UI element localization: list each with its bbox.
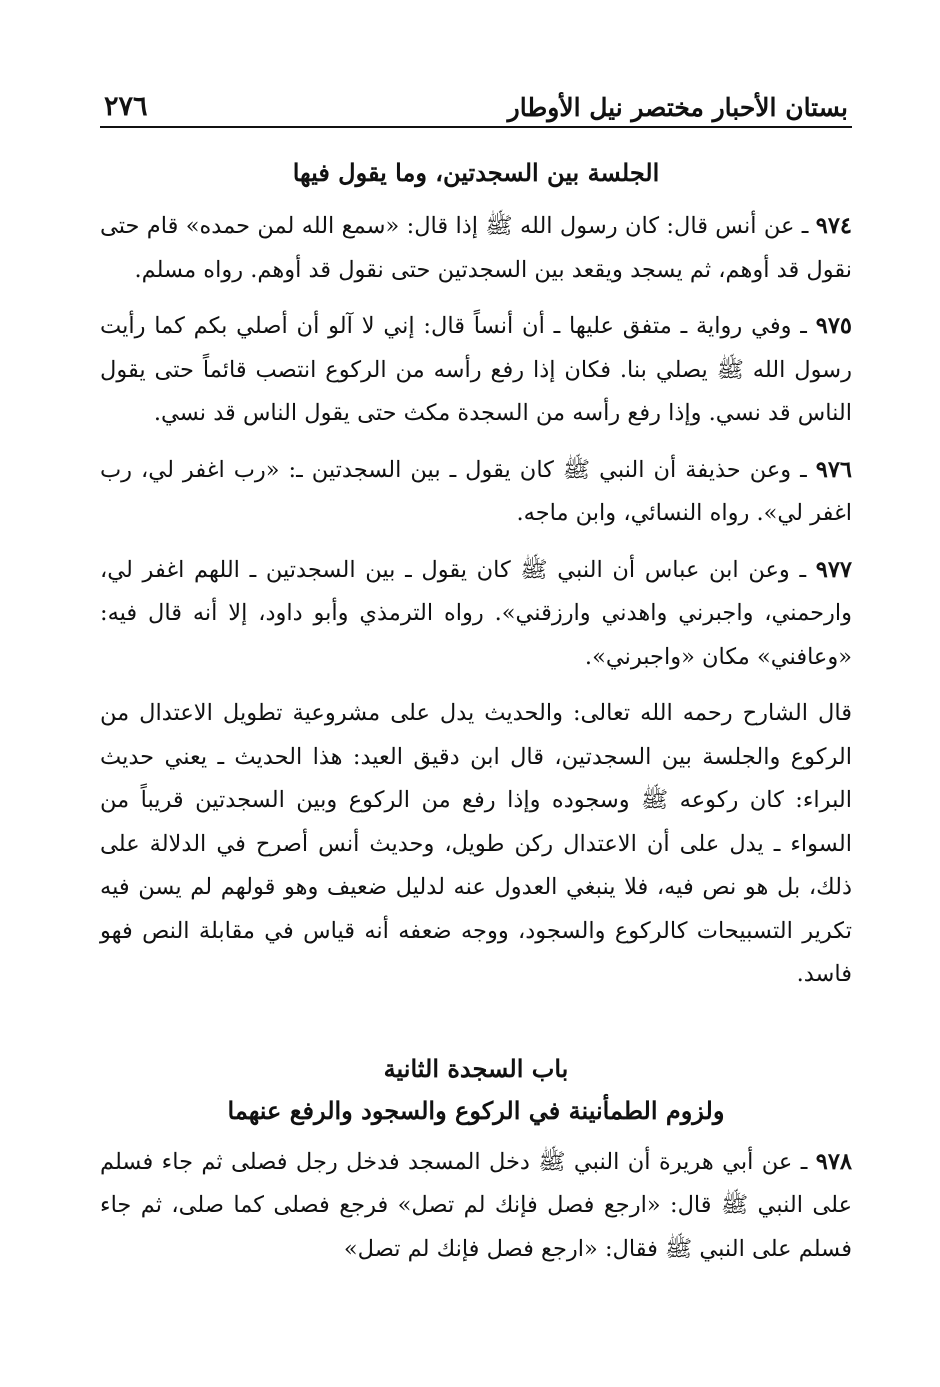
commentary-paragraph: قال الشارح رحمه الله تعالى: والحديث يدل على مشروعية تطويل الاعتدال من الركوع والجلسة بين السجدتين، قال ابن دقيق العيد: هذا الحديث ـ يعني حديث البراء: كان ركوعه ﷺ وسجوده وإذا رفع من الركوع وبين السجدتين قريباً من السواء ـ يدل على أن الاعتدال ركن طويل، وحديث أنس أصرح في الدلالة على ذلك، بل هو نص فيه، فلا ينبغي العدول عنه لدليل ضعيف وهو قولهم لم يسن فيه تكرير التسبيحات كالركوع والسجود، ووجه ضعفه أنه قياس في مقابلة النص فهو فاسد.	[100, 700, 852, 987]
hadith-976	[100, 449, 852, 536]
hadith-number: ٩٧٧	[815, 556, 853, 583]
book-page	[100, 60, 852, 1271]
hadith-text: ـ وفي رواية ـ متفق عليها ـ أن أنساً قال: إني لا آلو أن أصلي بكم كما رأيت رسول الله ﷺ يصلي بنا. فكان إذا رفع رأسه من الركوع انتصب قائماً حتى يقول الناس قد نسي. وإذا رفع رأسه من السجدة مكث حتى يقول الناس قد نسي.	[100, 313, 852, 426]
chapter-subtitle: ولزوم الطمأنينة في الركوع والسجود والرفع عنهما	[227, 1095, 725, 1125]
running-title: بستان الأحبار مختصر نيل الأوطار	[507, 93, 848, 122]
hadith-977	[100, 549, 852, 680]
hadith-text: ـ وعن حذيفة أن النبي ﷺ كان يقول ـ بين السجدتين ـ: «رب اغفر لي، رب اغفر لي». رواه النسائي، وابن ماجه.	[100, 456, 852, 526]
hadith-974	[100, 205, 852, 292]
hadith-text: ـ عن أنس قال: كان رسول الله ﷺ إذا قال: «سمع الله لمن حمده» قام حتى نقول قد أوهم، ثم يسجد ويقعد بين السجدتين حتى نقول قد أوهم. رواه مسلم.	[100, 213, 852, 283]
hadith-number: ٩٧٥	[815, 313, 852, 339]
hadith-text: ـ وعن ابن عباس أن النبي ﷺ كان يقول ـ بين السجدتين ـ اللهم اغفر لي، وارحمني، واجبرني واهدني وارزقني». رواه الترمذي وأبو داود، إلا أنه قال فيه: «وعافني» مكان «واجبرني».	[100, 556, 852, 670]
page-number: ٢٧٦	[104, 91, 148, 122]
hadith-975	[100, 305, 852, 436]
hadith-978	[100, 1141, 852, 1272]
hadith-number: ٩٧٦	[815, 456, 853, 483]
hadith-number: ٩٧٨	[815, 1148, 852, 1175]
hadith-text: ـ عن أبي هريرة أن النبي ﷺ دخل المسجد فدخل رجل فصلى ثم جاء فسلم على النبي ﷺ قال: «ارجع فصل فإنك لم تصل» فرجع فصلى كما صلى، ثم جاء فسلم على النبي ﷺ فقال: «ارجع فصل فإنك لم تصل»	[100, 1148, 852, 1262]
section-title: الجلسة بين السجدتين، وما يقول فيها	[292, 158, 660, 187]
chapter-title: باب السجدة الثانية	[383, 1053, 569, 1083]
page-header	[100, 60, 852, 122]
header-rule	[100, 126, 852, 128]
hadith-number: ٩٧٤	[815, 213, 852, 239]
